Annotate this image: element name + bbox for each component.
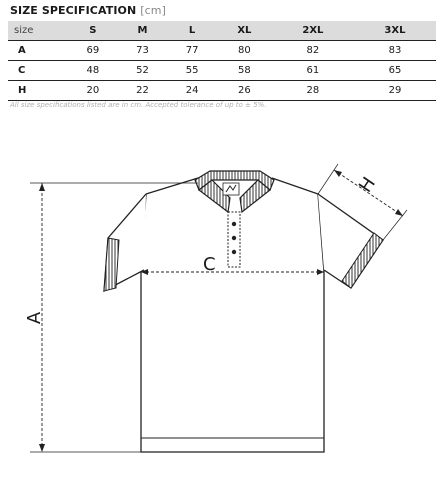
size-col-header: XL bbox=[217, 21, 272, 41]
size-col-header: L bbox=[167, 21, 217, 41]
table-cell: 20 bbox=[68, 81, 118, 101]
table-cell: 58 bbox=[217, 61, 272, 81]
arrowhead-icon bbox=[39, 444, 45, 452]
row-label: A bbox=[8, 41, 68, 61]
row-label: H bbox=[8, 81, 68, 101]
title-unit: [cm] bbox=[140, 4, 166, 17]
arrowhead-icon bbox=[334, 170, 342, 177]
sleeve-extension-line bbox=[383, 210, 407, 240]
polo-shirt-diagram bbox=[0, 150, 446, 479]
sleeve-extension-line bbox=[318, 164, 338, 194]
table-cell: 80 bbox=[217, 41, 272, 61]
table-cell: 77 bbox=[167, 41, 217, 61]
arrowhead-icon bbox=[395, 209, 403, 216]
table-cell: 48 bbox=[68, 61, 118, 81]
table-cell: 52 bbox=[118, 61, 168, 81]
table-cell: 61 bbox=[272, 61, 354, 81]
button-icon bbox=[232, 236, 236, 240]
table-cell: 28 bbox=[272, 81, 354, 101]
page-title bbox=[10, 4, 166, 17]
size-col-header: S bbox=[68, 21, 118, 41]
row-label: C bbox=[8, 61, 68, 81]
button-icon bbox=[232, 222, 236, 226]
arrowhead-icon bbox=[39, 183, 45, 191]
table-cell: 69 bbox=[68, 41, 118, 61]
table-cell: 73 bbox=[118, 41, 168, 61]
table-cell: 82 bbox=[272, 41, 354, 61]
table-row bbox=[8, 61, 436, 81]
size-col-header: 2XL bbox=[272, 21, 354, 41]
table-cell: 29 bbox=[354, 81, 436, 101]
left-sleeve-cuff bbox=[104, 238, 119, 291]
table-cell: 65 bbox=[354, 61, 436, 81]
table-row bbox=[8, 41, 436, 61]
label-a: A bbox=[24, 311, 45, 325]
table-cell: 24 bbox=[167, 81, 217, 101]
shoulder-line bbox=[146, 178, 198, 194]
button-icon bbox=[232, 250, 236, 254]
tolerance-note: All size specifications listed are in cm. Accepted tolerance of up to ± 5%. bbox=[10, 101, 267, 109]
label-c: C bbox=[203, 254, 216, 275]
shoulder-line bbox=[272, 178, 318, 194]
size-col-header: 3XL bbox=[354, 21, 436, 41]
table-cell: 55 bbox=[167, 61, 217, 81]
brand-label-icon bbox=[223, 183, 239, 195]
label-h: H bbox=[354, 173, 380, 197]
table-cell: 22 bbox=[118, 81, 168, 101]
size-header-row bbox=[8, 21, 436, 41]
table-row bbox=[8, 81, 436, 101]
table-cell: 83 bbox=[354, 41, 436, 61]
size-col-header: M bbox=[118, 21, 168, 41]
size-corner-label: size bbox=[8, 21, 68, 41]
shirt-body-outline bbox=[141, 194, 324, 452]
size-table bbox=[8, 21, 436, 101]
table-cell: 26 bbox=[217, 81, 272, 101]
title-text: SIZE SPECIFICATION bbox=[10, 4, 137, 17]
